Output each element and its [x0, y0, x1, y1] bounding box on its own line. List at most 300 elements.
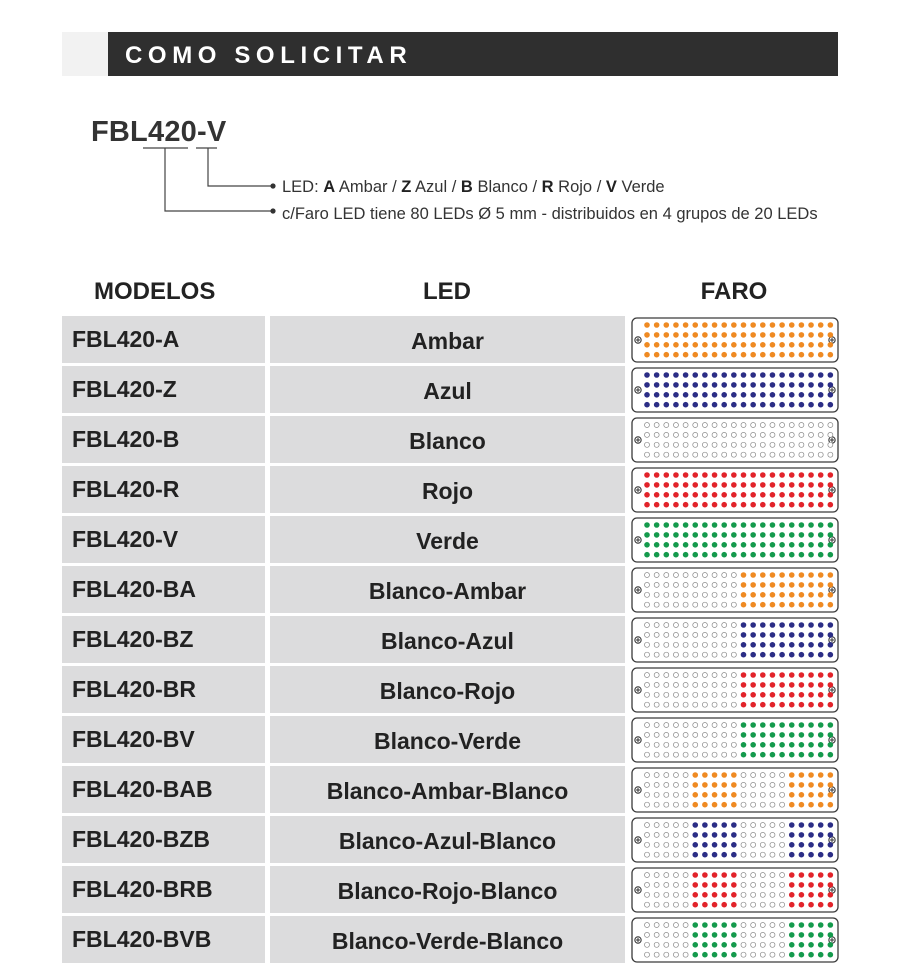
led-dot [818, 652, 824, 658]
led-dot [808, 382, 814, 388]
led-dot [780, 882, 785, 887]
led-dot [702, 702, 707, 707]
led-dot [789, 902, 795, 908]
faro-cell [631, 767, 839, 813]
led-dot [818, 702, 824, 708]
led-dot [808, 592, 814, 598]
led-dot [808, 622, 814, 628]
table-row [0, 666, 900, 713]
led-dot [644, 542, 650, 548]
mount-screw-left-icon [635, 837, 641, 843]
led-dot [808, 722, 814, 728]
led-dot [750, 652, 756, 658]
led-dot [770, 882, 775, 887]
led-cell: Ambar [270, 316, 625, 363]
led-dot [664, 842, 669, 847]
led-dot [712, 522, 718, 528]
led-dot [645, 752, 650, 757]
led-dot [721, 382, 727, 388]
led-dot [683, 682, 688, 687]
led-dot [712, 552, 718, 558]
faro-cell [631, 617, 839, 663]
led-dot [770, 692, 776, 698]
led-dot [760, 452, 765, 457]
led-dot [731, 782, 737, 788]
led-dot [741, 322, 747, 328]
led-dot [760, 372, 766, 378]
led-dot [750, 602, 756, 608]
led-dot [818, 692, 824, 698]
led-dot [673, 552, 679, 558]
led-dot [712, 952, 718, 958]
mount-screw-left-icon [635, 687, 641, 693]
led-dot [692, 872, 698, 878]
led-dot [731, 792, 737, 798]
column-header-led: LED [423, 278, 471, 305]
led-dot [818, 502, 824, 508]
led-dot [702, 673, 707, 678]
led-dot [645, 832, 650, 837]
mount-screw-left-icon [635, 637, 641, 643]
led-dot [760, 672, 766, 678]
led-dot [702, 452, 707, 457]
led-dot [654, 923, 659, 928]
led-dot [664, 552, 670, 558]
led-dot [731, 552, 737, 558]
faro-cell [631, 467, 839, 513]
led-dot [664, 723, 669, 728]
led-dot [760, 352, 766, 358]
led-dot [673, 352, 679, 358]
led-dot [770, 782, 775, 787]
led-dot [741, 632, 747, 638]
led-dot [799, 622, 805, 628]
led-dot [664, 623, 669, 628]
led-dot [645, 632, 650, 637]
led-dot [683, 742, 688, 747]
led-dot [789, 772, 795, 778]
led-dot [828, 922, 834, 928]
led-dot [750, 402, 756, 408]
led-dot [693, 582, 698, 587]
led-dot [693, 752, 698, 757]
led-dot [722, 682, 727, 687]
led-dot [654, 732, 659, 737]
led-dot [750, 702, 756, 708]
model-cell: FBL420-V [62, 516, 265, 563]
led-dot [702, 922, 708, 928]
led-dot [770, 552, 776, 558]
led-dot [779, 552, 785, 558]
led-dot [664, 952, 669, 957]
led-dot [644, 352, 650, 358]
led-dot [770, 672, 776, 678]
led-dot [799, 722, 805, 728]
led-dot [693, 692, 698, 697]
led-dot [654, 773, 659, 778]
led-dot [780, 802, 785, 807]
led-dot [673, 673, 678, 678]
led-dot [721, 502, 727, 508]
led-dot [760, 342, 766, 348]
led-dot [751, 832, 756, 837]
table-row [0, 616, 900, 663]
led-dot [750, 572, 756, 578]
led-dot [731, 723, 736, 728]
led-dot [673, 632, 678, 637]
led-dot [722, 732, 727, 737]
led-dot [654, 542, 660, 548]
led-dot [828, 592, 834, 598]
led-dot [828, 772, 834, 778]
led-dot [789, 342, 795, 348]
led-dot [692, 522, 698, 528]
led-dot [664, 432, 669, 437]
led-dot [654, 432, 659, 437]
led-dot [799, 532, 805, 538]
led-dot [654, 342, 660, 348]
led-dot [760, 832, 765, 837]
led-dot [644, 372, 650, 378]
led-dot [702, 882, 708, 888]
led-dot [712, 482, 718, 488]
led-dot [780, 782, 785, 787]
led-dot [799, 492, 805, 498]
led-dot [692, 852, 698, 858]
led-dot [693, 732, 698, 737]
led-dot [721, 472, 727, 478]
led-dot [780, 852, 785, 857]
led-dot [645, 952, 650, 957]
led-dot [799, 922, 805, 928]
led-dot [722, 602, 727, 607]
led-dot [789, 423, 794, 428]
led-dot [645, 773, 650, 778]
led-dot [712, 842, 718, 848]
led-dot [731, 942, 737, 948]
faro-led-array [631, 767, 839, 813]
led-dot [808, 852, 814, 858]
header-shadow [62, 32, 108, 76]
led-dot [741, 782, 746, 787]
led-dot [779, 532, 785, 538]
led-dot [789, 872, 795, 878]
led-dot [751, 852, 756, 857]
led-dot [828, 822, 834, 828]
led-dot [693, 673, 698, 678]
led-dot [828, 532, 834, 538]
led-cell: Rojo [270, 466, 625, 513]
led-dot [721, 792, 727, 798]
led-dot [818, 372, 824, 378]
led-dot [760, 873, 765, 878]
led-dot [770, 652, 776, 658]
led-dot [664, 573, 669, 578]
led-dot [712, 582, 717, 587]
led-dot [722, 432, 727, 437]
led-dot [770, 952, 775, 957]
led-dot [664, 892, 669, 897]
led-dot [741, 552, 747, 558]
led-dot [770, 902, 775, 907]
led-dot [808, 632, 814, 638]
led-dot [789, 642, 795, 648]
led-dot [645, 782, 650, 787]
led-dot [750, 682, 756, 688]
led-dot [779, 652, 785, 658]
led-dot [673, 702, 678, 707]
led-dot [654, 632, 659, 637]
led-dot [664, 423, 669, 428]
led-dot [683, 532, 689, 538]
led-dot [712, 532, 718, 538]
led-dot [760, 892, 765, 897]
led-dot [692, 902, 698, 908]
led-dot [712, 402, 718, 408]
faro-led-array [631, 567, 839, 613]
led-dot [770, 442, 775, 447]
led-dot [750, 722, 756, 728]
led-dot [702, 592, 707, 597]
led-dot [760, 742, 766, 748]
led-dot [741, 432, 746, 437]
led-dot [722, 582, 727, 587]
led-dot [702, 892, 708, 898]
led-dot [770, 852, 775, 857]
led-dot [818, 832, 824, 838]
led-dot [741, 402, 747, 408]
led-dot [673, 502, 679, 508]
led-dot [741, 792, 746, 797]
led-dot [760, 552, 766, 558]
led-dot [770, 402, 776, 408]
led-dot [751, 823, 756, 828]
led-dot [712, 602, 717, 607]
led-dot [828, 352, 834, 358]
led-dot [818, 732, 824, 738]
led-dot [779, 622, 785, 628]
led-dot [760, 622, 766, 628]
led-dot [683, 842, 688, 847]
led-dot [683, 852, 688, 857]
led-dot [799, 582, 805, 588]
led-dot [654, 382, 660, 388]
led-dot [770, 722, 776, 728]
led-dot [702, 552, 708, 558]
led-dot [828, 542, 834, 548]
led-dot [770, 702, 776, 708]
led-dot [654, 482, 660, 488]
led-dot [779, 372, 785, 378]
led-dot [693, 452, 698, 457]
led-dot [664, 852, 669, 857]
led-dot [683, 573, 688, 578]
led-dot [750, 692, 756, 698]
led-dot [779, 352, 785, 358]
led-dot [750, 542, 756, 548]
mount-screw-left-icon [635, 787, 641, 793]
led-dot [692, 402, 698, 408]
led-dot [760, 602, 766, 608]
led-dot [731, 322, 737, 328]
led-dot [799, 502, 805, 508]
led-dot [789, 472, 795, 478]
led-dot [702, 642, 707, 647]
led-dot [760, 923, 765, 928]
led-dot [683, 873, 688, 878]
led-dot [750, 392, 756, 398]
led-dot [683, 642, 688, 647]
led-dot [741, 492, 747, 498]
led-dot [828, 572, 834, 578]
led-dot [779, 382, 785, 388]
led-dot [645, 442, 650, 447]
led-dot [770, 932, 775, 937]
led-dot [645, 673, 650, 678]
led-dot [712, 892, 718, 898]
led-dot [808, 342, 814, 348]
led-dot [645, 742, 650, 747]
led-cell: Blanco-Rojo [270, 666, 625, 713]
led-dot [751, 442, 756, 447]
led-dot [789, 952, 795, 958]
led-dot [760, 823, 765, 828]
led-dot [760, 702, 766, 708]
faro-led-array [631, 917, 839, 963]
led-dot [789, 892, 795, 898]
led-dot [828, 452, 833, 457]
led-dot [828, 492, 834, 498]
led-dot [789, 322, 795, 328]
led-dot [702, 752, 707, 757]
led-dot [722, 702, 727, 707]
led-dot [770, 432, 775, 437]
led-dot [645, 573, 650, 578]
led-dot [712, 742, 717, 747]
led-dot [779, 592, 785, 598]
faro-cell [631, 517, 839, 563]
led-dot [664, 823, 669, 828]
led-dot [799, 822, 805, 828]
led-dot [828, 582, 834, 588]
led-dot [780, 942, 785, 947]
led-dot [779, 322, 785, 328]
led-dot [702, 802, 708, 808]
led-dot [692, 932, 698, 938]
led-dot [654, 802, 659, 807]
led-dot [750, 382, 756, 388]
led-dot [712, 732, 717, 737]
led-dot [828, 802, 834, 808]
led-dot [692, 772, 698, 778]
led-dot [683, 502, 689, 508]
led-dot [731, 702, 736, 707]
led-dot [712, 872, 718, 878]
led-dot [702, 772, 708, 778]
faro-led-array [631, 817, 839, 863]
led-dot [770, 682, 776, 688]
model-cell: FBL420-Z [62, 366, 265, 413]
led-dot [750, 472, 756, 478]
led-dot [712, 372, 718, 378]
led-dot [808, 872, 814, 878]
led-dot [654, 652, 659, 657]
led-dot [799, 402, 805, 408]
led-dot [673, 423, 678, 428]
led-dot [789, 632, 795, 638]
led-dot [702, 392, 708, 398]
led-dot [673, 532, 679, 538]
led-dot [692, 342, 698, 348]
led-dot [673, 332, 679, 338]
led-dot [789, 592, 795, 598]
led-dot [779, 472, 785, 478]
led-dot [751, 802, 756, 807]
led-dot [828, 632, 834, 638]
led-dot [693, 652, 698, 657]
led-dot [664, 532, 670, 538]
mount-screw-left-icon [635, 437, 641, 443]
led-dot [818, 482, 824, 488]
led-dot [818, 322, 824, 328]
led-dot [702, 842, 708, 848]
led-dot [654, 692, 659, 697]
mount-screw-left-icon [635, 537, 641, 543]
led-dot [654, 332, 660, 338]
led-dot [751, 873, 756, 878]
led-dot [692, 802, 698, 808]
led-dot [741, 923, 746, 928]
led-dot [693, 723, 698, 728]
led-dot [808, 792, 814, 798]
led-dot [808, 532, 814, 538]
led-dot [770, 382, 776, 388]
led-dot [818, 522, 824, 528]
led-dot [760, 442, 765, 447]
led-dot [692, 482, 698, 488]
led-dot [751, 902, 756, 907]
led-dot [770, 732, 776, 738]
led-dot [712, 502, 718, 508]
led-dot [789, 792, 795, 798]
led-dot [741, 582, 747, 588]
faro-led-array [631, 417, 839, 463]
led-dot [644, 532, 650, 538]
faro-cell [631, 917, 839, 963]
led-dot [722, 652, 727, 657]
led-dot [731, 752, 736, 757]
led-dot [731, 582, 736, 587]
led-dot [721, 322, 727, 328]
led-dot [673, 902, 678, 907]
led-dot [808, 572, 814, 578]
led-dot [712, 623, 717, 628]
led-dot [789, 372, 795, 378]
led-dot [731, 502, 737, 508]
led-dot [731, 852, 737, 858]
led-dot [828, 322, 834, 328]
led-dot [692, 552, 698, 558]
faro-cell [631, 667, 839, 713]
led-dot [789, 572, 795, 578]
led-dot [654, 723, 659, 728]
led-dot [818, 582, 824, 588]
led-dot [799, 892, 805, 898]
led-dot [654, 892, 659, 897]
led-dot [722, 573, 727, 578]
led-dot [664, 642, 669, 647]
led-dot [818, 902, 824, 908]
